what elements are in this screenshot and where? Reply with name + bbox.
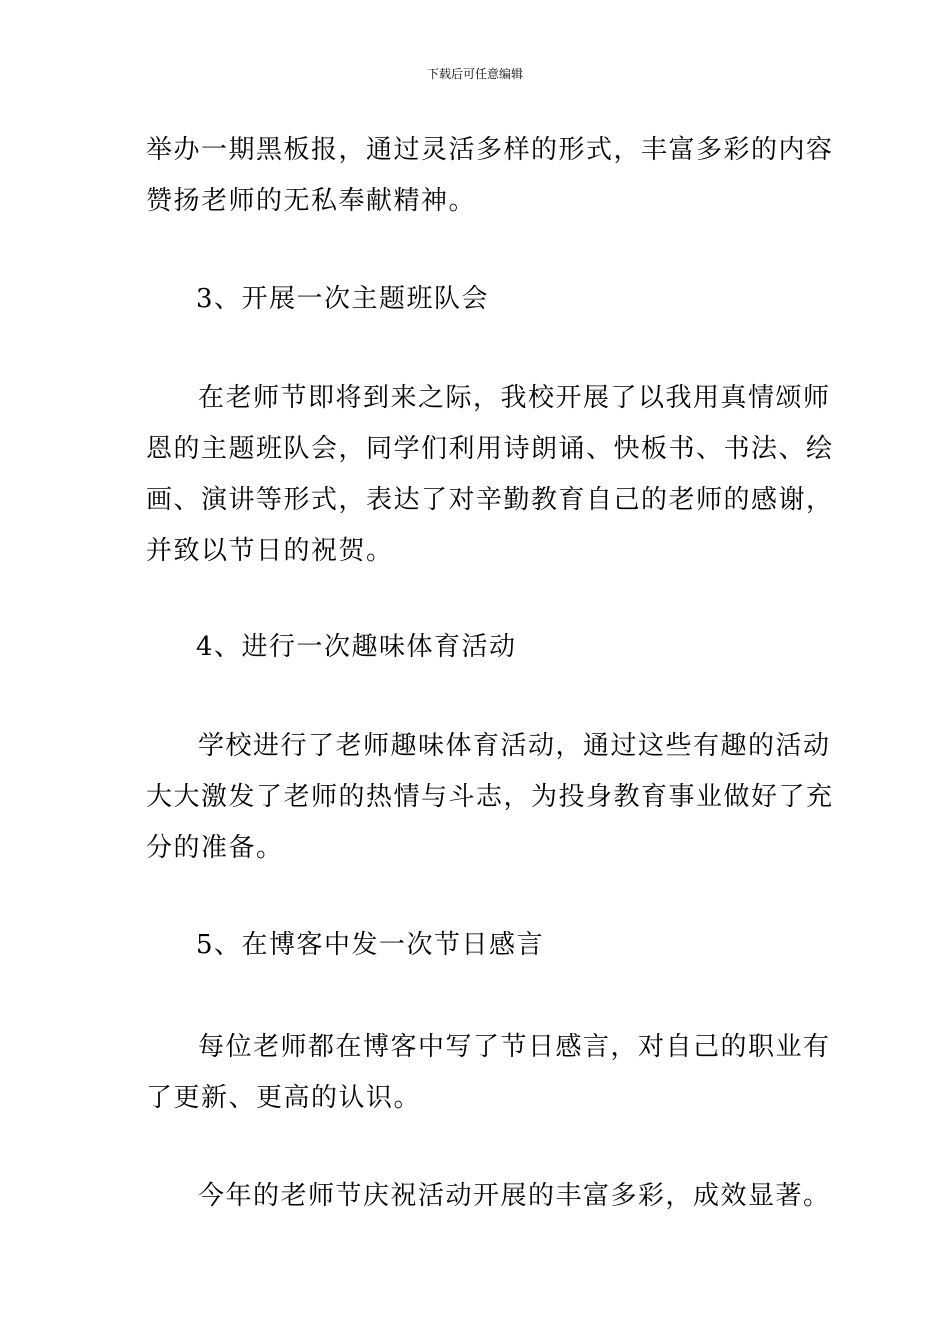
paragraph-line: 每位老师都在博客中写了节日感言，对自己的职业有 [198,1032,831,1062]
paragraph-line: 了更新、更高的认识。 [146,1083,422,1113]
heading-text: 3、开展一次主题班队会 [196,284,490,314]
paragraph-conclusion [146,1171,831,1222]
section-heading-3 [146,274,866,325]
heading-text: 4、进行一次趣味体育活动 [196,632,517,662]
paragraph-line: 赞扬老师的无私奉献精神。 [146,186,477,216]
page-header: 下载后可任意编辑 [426,67,523,81]
paragraph-line: 画、演讲等形式，表达了对辛勤教育自己的老师的感谢， [146,485,834,515]
paragraph-line: 分的准备。 [146,833,284,863]
paragraph-sports [146,721,834,874]
paragraph-line: 恩的主题班队会，同学们利用诗朗诵、快板书、书法、绘 [146,434,834,464]
paragraph-blackboard [146,125,834,227]
heading-text: 5、在博客中发一次节日感言 [196,930,545,960]
section-heading-4 [146,622,866,673]
paragraph-blog [146,1022,831,1124]
paragraph-class-meeting [146,373,834,577]
paragraph-line: 学校进行了老师趣味体育活动，通过这些有趣的活动 [198,731,831,761]
paragraph-line: 并致以节日的祝贺。 [146,536,394,566]
paragraph-line: 大大激发了老师的热情与斗志，为投身教育事业做好了充 [146,782,834,812]
section-heading-5 [146,920,866,971]
paragraph-line: 今年的老师节庆祝活动开展的丰富多彩，成效显著。 [198,1181,831,1211]
paragraph-line: 在老师节即将到来之际，我校开展了以我用真情颂师 [198,383,831,413]
paragraph-line: 举办一期黑板报，通过灵活多样的形式，丰富多彩的内容 [146,135,834,165]
